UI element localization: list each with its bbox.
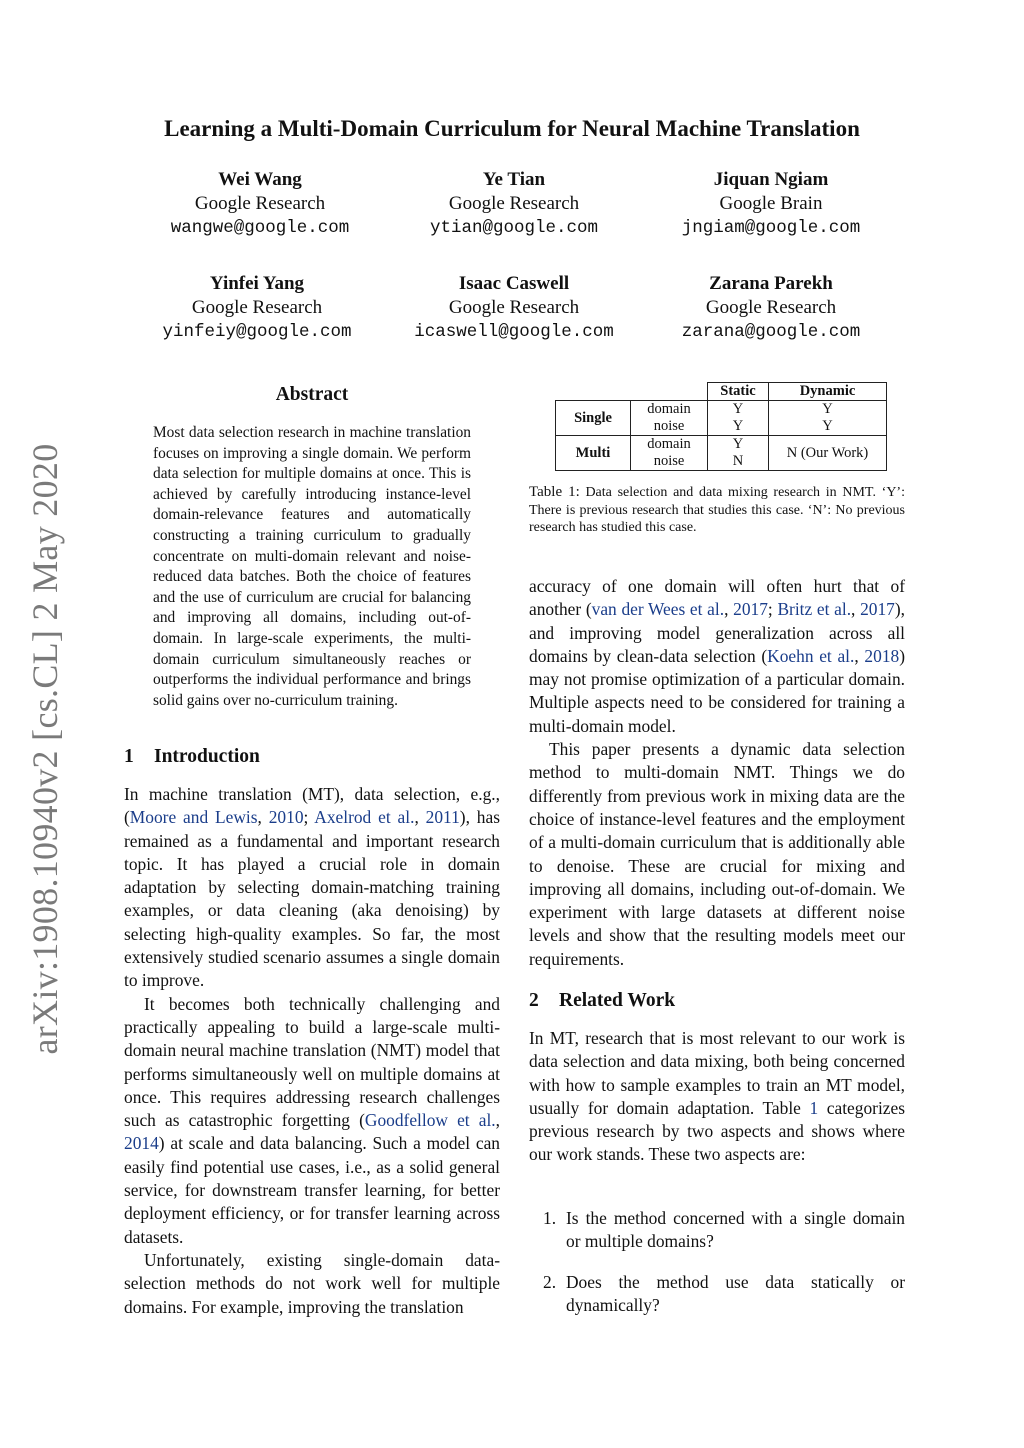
citation-year-link[interactable]: 2011 [425, 807, 460, 828]
table-cell: N [708, 453, 769, 471]
table-1 [555, 382, 887, 471]
citation-link[interactable]: Moore and Lewis [129, 807, 258, 828]
table-cell-aspect: domain [631, 401, 708, 419]
caption-text: Data selection and data mixing research in NMT. ‘Y’: There is previous research that studies this case. ‘N’: No previous research has studied this case. [529, 485, 905, 535]
caption-label: Table 1: [529, 484, 580, 500]
author-name: Ye Tian [482, 169, 546, 190]
author-email[interactable]: jngiam@google.com [681, 218, 861, 238]
abstract-text: Most data selection research in machine translation focuses on improving a single domain. We perform data selection for multiple domains at once. This is achieved by carefully introducing instance-level domain-relevance features and automatically constructing a training curriculum to gradually concentrate on multi-domain relevant and noise-reduced data batches. Both the choice of features and the use of curriculum are crucial for balancing and improving all domains, including out-of-domain. In large-scale experiments, the multi-domain curriculum simultaneously reaches or outperforms the individual performance and brings solid gains over no-curriculum training. [153, 424, 471, 709]
table-cell-aspect: domain [631, 436, 708, 454]
aspect-questions-list [529, 1207, 905, 1334]
author-email[interactable]: yinfeiy@google.com [162, 322, 352, 342]
table-cell: Y [708, 401, 769, 419]
table-cell: Y [708, 436, 769, 454]
list-number: 2. [543, 1271, 557, 1292]
list-item [529, 1271, 905, 1318]
arxiv-identifier[interactable]: arXiv:1908.10940v2 [cs.CL] 2 May 2020 [25, 443, 65, 1055]
citation-year-link[interactable]: 2010 [268, 807, 304, 828]
citation-year-link[interactable]: 2017 [733, 599, 768, 620]
author-email[interactable]: zarana@google.com [681, 322, 861, 342]
table-cell: Y [769, 418, 887, 436]
paragraph: In machine translation (MT), data selection, e.g., (Moore and Lewis, 2010; Axelrod et al., 2011), has remained as a fundamental and important research topic. It has played a crucial role in domain adaptation by selecting domain-matching training examples, or data cleaning (aka denoising) by selecting high-quality examples. So far, the most extensively studied scenario assumes a single domain to improve. [124, 784, 500, 991]
paragraph: In MT, research that is most relevant to our work is data selection and data mixing, both being concerned with how to sample examples to train an MT model, usually for domain adaptation. Table 1 categorizes previous research by two aspects and shows where our work stands. These two aspects are: [529, 1028, 905, 1165]
author-name: Zarana Parekh [709, 273, 833, 294]
author-email[interactable]: wangwe@google.com [170, 218, 350, 238]
author-affiliation: Google Research [448, 297, 580, 318]
intro-body [124, 783, 500, 1319]
table-header-static: Static [708, 383, 769, 401]
section-title: Introduction [154, 746, 260, 767]
author-affiliation: Google Research [194, 193, 326, 214]
abstract-body [153, 423, 471, 711]
paragraph: This paper presents a dynamic data selection method to multi-domain NMT. Things we do differently from previous work in mixing data are the choice of instance-level features and the employment of a multi-domain curriculum that is additionally able to denoise. These are crucial for mixing and improving all domains, including out-of-domain. We experiment with large datasets at different noise levels and show that the resulting models meet our requirements. [529, 739, 905, 969]
section-number: 1 [124, 746, 134, 767]
paragraph: It becomes both technically challenging and practically appealing to build a large-scale multi-domain neural machine translation (NMT) model that performs simultaneously well on multiple domains at once. This requires addressing research challenges such as catastrophic forgetting (Goodfellow et al., 2014) at scale and data balancing. Such a model can easily find potential use cases, i.e., as a solid general service, for downstream transfer learning, for better deployment efficiency, or for transfer learning across datasets. [124, 993, 500, 1247]
table-row-label-single: Single [556, 401, 631, 436]
citation-link[interactable]: Axelrod et al. [314, 807, 415, 828]
citation-year-link[interactable]: 2014 [124, 1133, 159, 1154]
author-name: Isaac Caswell [458, 273, 570, 294]
citation-link[interactable]: Goodfellow et al. [364, 1110, 496, 1131]
citation-link[interactable]: Koehn et al. [767, 645, 855, 666]
list-item-text: Is the method concerned with a single domain or multiple domains? [566, 1208, 905, 1252]
right-column-body [529, 575, 905, 971]
abstract-heading: Abstract [275, 384, 349, 405]
author-card [646, 272, 896, 344]
table-header-dynamic: Dynamic [769, 383, 887, 401]
section-heading-introduction [124, 746, 260, 768]
paragraph: accuracy of one domain will often hurt that of another (van der Wees et al., 2017; Britz et al., 2017), and improving model generalization across all domains by clean-data selection (Koehn et al., 2018) may not promise optimization of a particular domain. Multiple aspects need to be considered for training a multi-domain model. [529, 576, 906, 736]
author-card [646, 168, 896, 240]
author-affiliation: Google Research [705, 297, 837, 318]
table-cell-aspect: noise [631, 453, 708, 471]
author-name: Jiquan Ngiam [713, 169, 829, 190]
table-cell-aspect: noise [631, 418, 708, 436]
table-reference-link[interactable]: 1 [809, 1097, 819, 1118]
author-name: Yinfei Yang [209, 273, 305, 294]
author-name: Wei Wang [218, 169, 302, 190]
author-affiliation: Google Research [191, 297, 323, 318]
citation-year-link[interactable]: 2018 [864, 645, 900, 666]
citation-year-link[interactable]: 2017 [860, 599, 895, 620]
citation-link[interactable]: van der Wees et al. [591, 599, 725, 620]
table-cell: Y [708, 418, 769, 436]
table-row-label-multi: Multi [556, 436, 631, 471]
section-heading-related-work [529, 990, 675, 1012]
paper-title: Learning a Multi-Domain Curriculum for Neural Machine Translation [164, 116, 860, 141]
author-card [389, 168, 639, 240]
table-cell: Y [769, 401, 887, 419]
author-email[interactable]: icaswell@google.com [414, 322, 614, 342]
table-cell-our-work: N (Our Work) [769, 436, 887, 471]
author-email[interactable]: ytian@google.com [429, 218, 599, 238]
author-affiliation: Google Brain [719, 193, 823, 214]
author-card [132, 272, 382, 344]
author-affiliation: Google Research [448, 193, 580, 214]
list-number: 1. [543, 1208, 557, 1228]
list-item-text: Does the method use data statically or dynamically? [566, 1271, 905, 1315]
list-item [529, 1207, 905, 1254]
section-number: 2 [529, 990, 539, 1011]
table-caption [529, 484, 905, 537]
author-card [389, 272, 639, 344]
citation-link[interactable]: Britz et al. [777, 599, 852, 620]
related-work-body [529, 1027, 905, 1167]
paragraph: Unfortunately, existing single-domain data-selection methods do not work well for multiple domains. For example, improving the translation [124, 1249, 500, 1317]
author-card [135, 168, 385, 240]
section-title: Related Work [559, 990, 676, 1011]
